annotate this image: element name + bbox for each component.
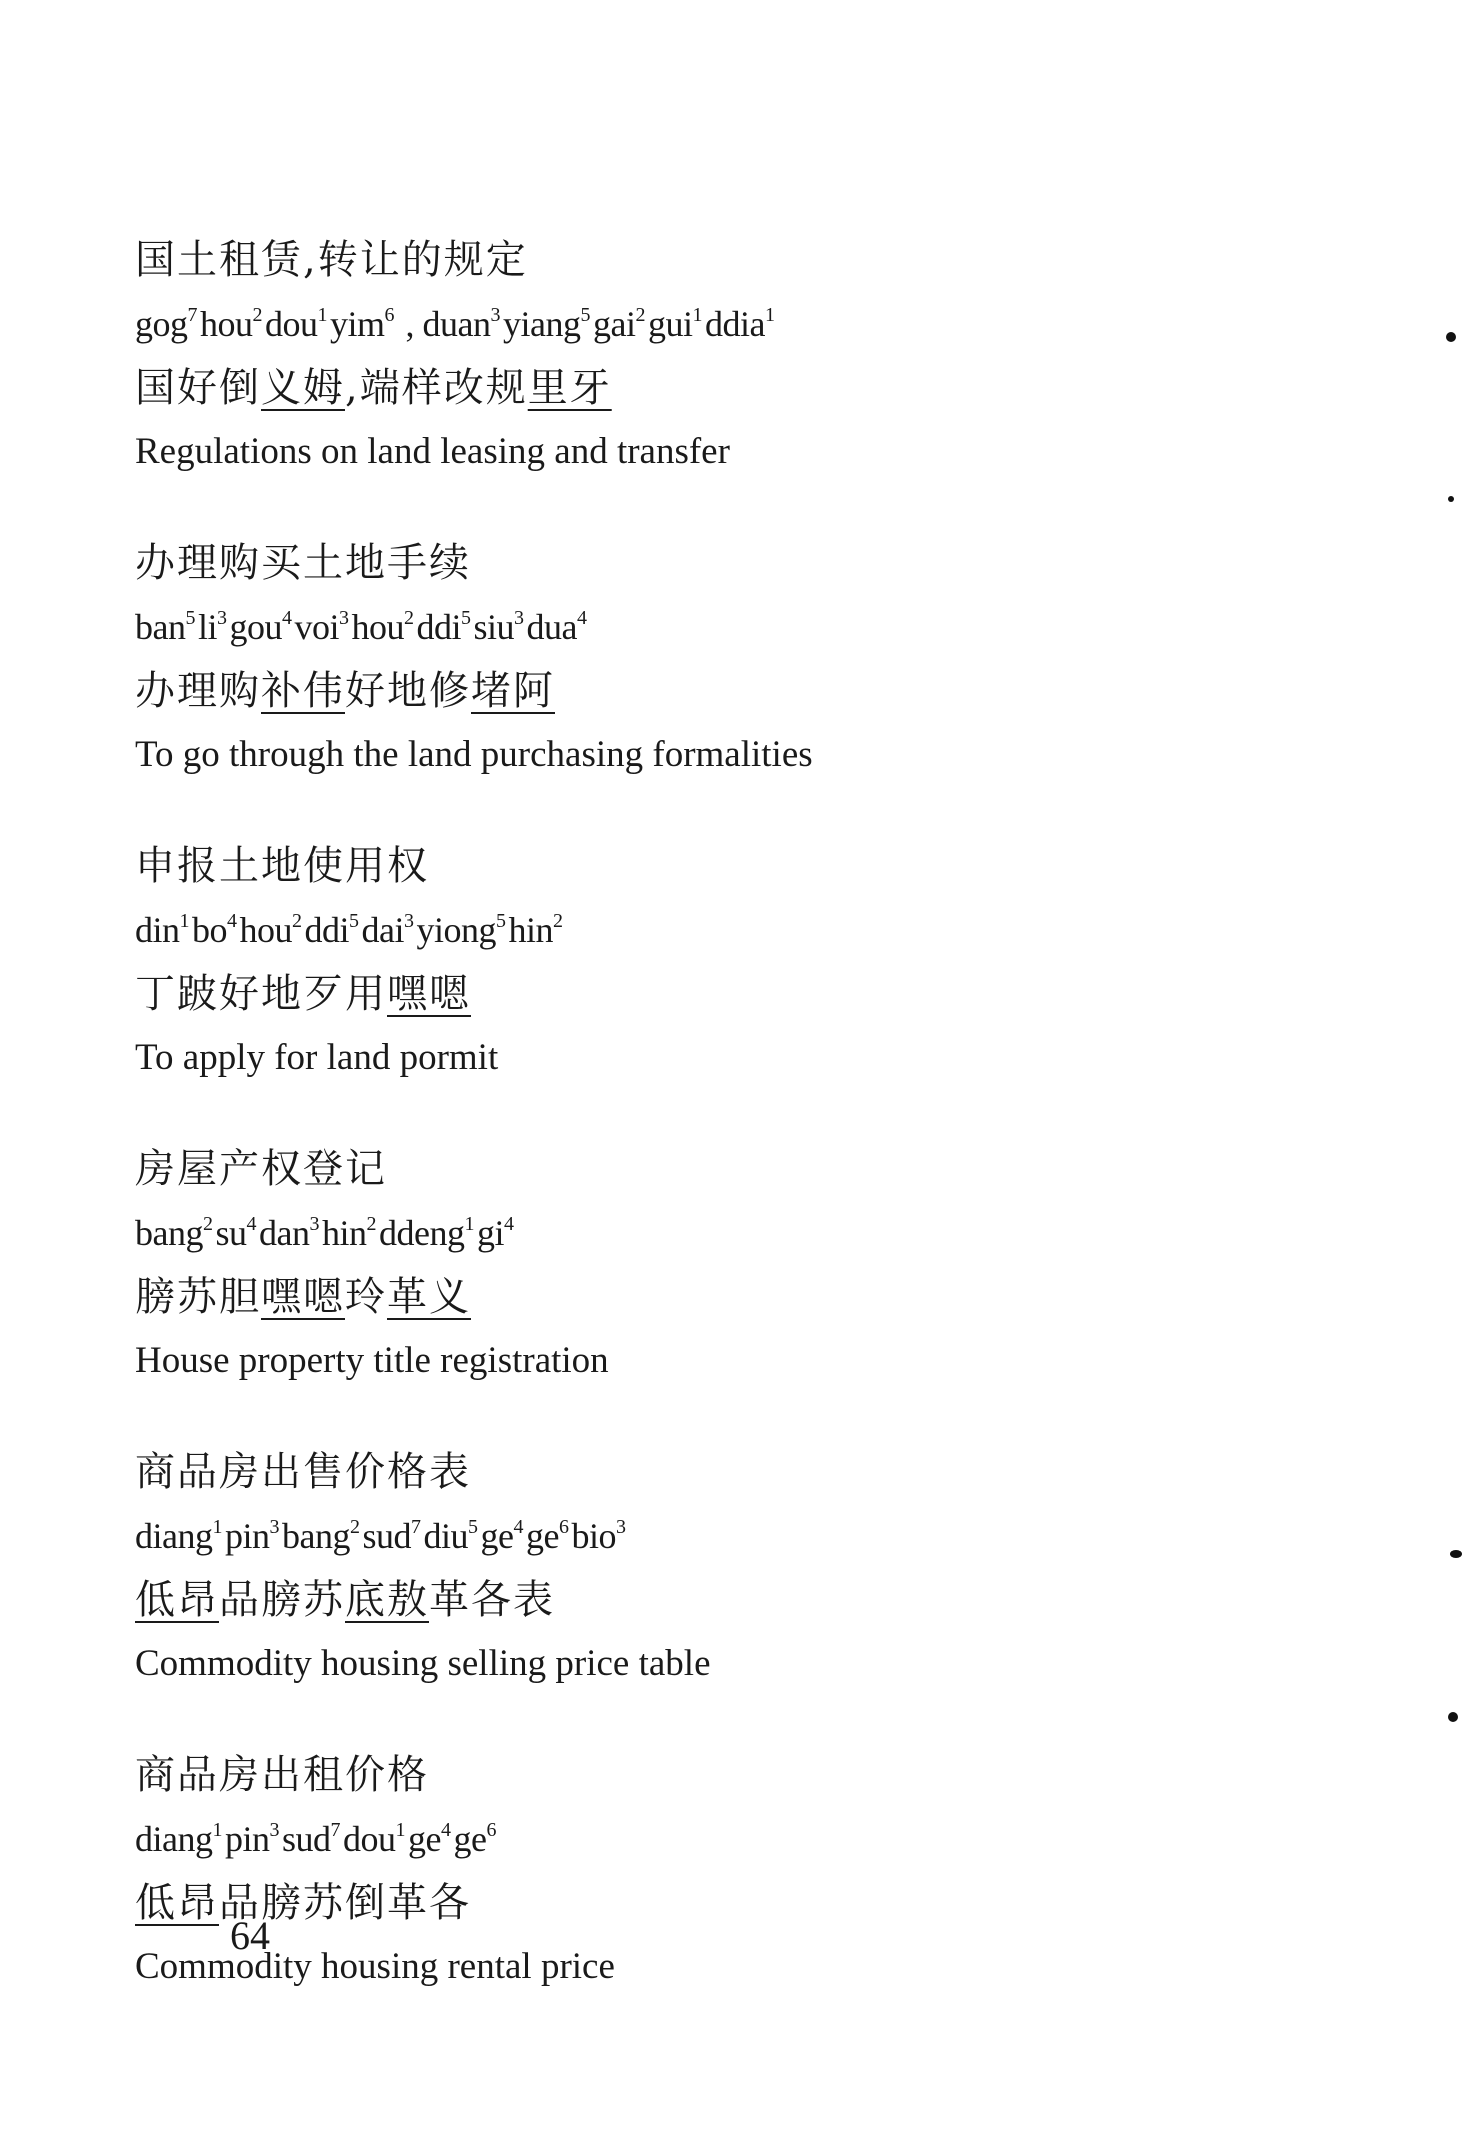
syllable-text: ge <box>453 1819 487 1859</box>
underlined-segment: 义姆 <box>261 365 345 411</box>
phrase-entry <box>135 1137 1335 1393</box>
syllable <box>330 304 397 344</box>
tone-number: 4 <box>441 1819 451 1841</box>
chinese-phrase: 房屋产权登记 <box>135 1146 387 1192</box>
syllable <box>481 1516 526 1556</box>
syllable-text: hin <box>321 1213 367 1253</box>
chinese-phrase: 商品房出售价格表 <box>135 1449 471 1495</box>
syllable-text: gou <box>229 607 282 647</box>
text-segment: 膀苏胆 <box>135 1274 261 1320</box>
syllable <box>527 607 590 647</box>
underlined-segment: 嘿嗯 <box>261 1274 345 1320</box>
tone-number: 3 <box>490 304 500 326</box>
phrase-entry <box>135 834 1335 1090</box>
syllable-text: diang <box>135 1819 213 1859</box>
syllable-text: bang <box>135 1213 203 1253</box>
syllable <box>509 910 566 950</box>
chinese-phrase: 申报土地使用权 <box>135 843 429 889</box>
tone-number: 6 <box>558 1516 569 1538</box>
syllable-text: voi <box>294 607 340 647</box>
syllable <box>225 1819 282 1859</box>
tone-number: 1 <box>179 910 190 932</box>
tone-number: 5 <box>496 910 506 932</box>
underlined-segment: 堵阿 <box>471 668 555 714</box>
tone-number: 2 <box>404 607 414 629</box>
english-translation: To apply for land pormit <box>135 1037 499 1078</box>
tone-number: 4 <box>282 607 292 629</box>
phrase-entry <box>135 228 1335 484</box>
syllable-text: dai <box>361 910 405 950</box>
tone-number: 7 <box>330 1819 341 1841</box>
romanized-pronunciation <box>135 595 1335 659</box>
english-translation: Regulations on land leasing and transfer <box>135 431 730 472</box>
syllable <box>282 1516 362 1556</box>
syllable <box>571 1516 628 1556</box>
tone-number: 1 <box>212 1819 222 1841</box>
tone-number: 7 <box>411 1516 421 1538</box>
page-number: 64 <box>230 1913 270 1958</box>
syllable-text: hin <box>508 910 554 950</box>
syllable-text: ban <box>135 607 186 647</box>
scan-speck <box>1448 1712 1458 1722</box>
syllable-text: ge <box>480 1516 514 1556</box>
tone-number: 2 <box>366 1213 376 1235</box>
tone-number: 3 <box>217 607 227 629</box>
syllable-text: ddeng <box>379 1213 465 1253</box>
tone-number: 1 <box>692 304 702 326</box>
syllable-text: ddia <box>704 304 765 344</box>
tone-number: 7 <box>187 304 197 326</box>
syllable-text: gi <box>476 1213 504 1253</box>
text-segment: 品膀苏倒革各 <box>219 1880 471 1926</box>
tone-number: 5 <box>580 304 590 326</box>
tone-number: 2 <box>202 1213 213 1235</box>
syllable <box>198 607 230 647</box>
english-translation: To go through the land purchasing formalities <box>135 734 813 775</box>
tone-number: 1 <box>317 304 327 326</box>
syllable <box>454 1819 499 1859</box>
text-segment: 好地修 <box>345 668 471 714</box>
syllable-text: yiang <box>503 304 581 344</box>
phrase-list <box>135 228 1335 2046</box>
tone-number: 3 <box>514 607 524 629</box>
syllable-text: , duan <box>397 304 491 344</box>
syllable <box>408 1819 453 1859</box>
syllable-text: sud <box>362 1516 411 1556</box>
tone-number: 6 <box>486 1819 496 1841</box>
underlined-segment: 低昂 <box>135 1880 219 1926</box>
romanized-pronunciation <box>135 1504 1335 1568</box>
romanized-pronunciation <box>135 1201 1335 1265</box>
syllable <box>135 910 192 950</box>
syllable <box>474 607 527 647</box>
syllable-text: hou <box>351 607 405 647</box>
tone-number: 4 <box>227 910 237 932</box>
syllable <box>705 304 777 344</box>
tone-number: 2 <box>292 910 302 932</box>
syllable <box>477 1213 517 1253</box>
tone-number: 2 <box>252 304 262 326</box>
syllable <box>259 1213 322 1253</box>
syllable-text: dou <box>265 304 318 344</box>
syllable-text: bang <box>282 1516 350 1556</box>
homophone-transcription <box>135 962 1335 1026</box>
romanized-pronunciation <box>135 1807 1335 1871</box>
chinese-phrase: 国土租赁,转让的规定 <box>135 237 528 283</box>
syllable <box>200 304 265 344</box>
tone-number: 2 <box>635 304 645 326</box>
english-translation: House property title registration <box>135 1340 609 1381</box>
underlined-segment: 补伟 <box>261 668 345 714</box>
syllable <box>397 304 503 344</box>
underlined-segment: 低昂 <box>135 1577 219 1623</box>
scan-speck <box>1446 332 1456 342</box>
tone-number: 1 <box>212 1516 222 1538</box>
phrase-entry <box>135 1440 1335 1696</box>
text-segment: 丁跛好地歹用 <box>135 971 387 1017</box>
syllable <box>265 304 330 344</box>
tone-number: 5 <box>349 910 359 932</box>
chinese-phrase: 办理购买土地手续 <box>135 540 471 586</box>
chinese-phrase: 商品房出租价格 <box>135 1752 429 1798</box>
syllable <box>215 1213 259 1253</box>
syllable-text: din <box>135 910 180 950</box>
tone-number: 1 <box>395 1819 406 1841</box>
syllable-text: pin <box>224 1516 270 1556</box>
syllable-text: pin <box>224 1819 270 1859</box>
syllable-text: yim <box>330 304 385 344</box>
tone-number: 4 <box>246 1213 256 1235</box>
syllable-text: yiong <box>416 910 497 950</box>
tone-number: 5 <box>468 1516 478 1538</box>
syllable <box>135 1819 225 1859</box>
tone-number: 4 <box>513 1516 523 1538</box>
syllable-text: dua <box>526 607 578 647</box>
tone-number: 3 <box>616 1516 626 1538</box>
tone-number: 1 <box>764 304 775 326</box>
syllable-text: sud <box>282 1819 331 1859</box>
tone-number: 6 <box>384 304 395 326</box>
homophone-transcription <box>135 356 1335 420</box>
syllable-text: ddi <box>416 607 462 647</box>
syllable-text: bo <box>192 910 228 950</box>
syllable <box>295 607 352 647</box>
syllable <box>135 304 200 344</box>
tone-number: 2 <box>349 1516 360 1538</box>
text-segment: 品膀苏 <box>219 1577 345 1623</box>
syllable <box>362 910 417 950</box>
tone-number: 3 <box>404 910 414 932</box>
syllable <box>417 910 509 950</box>
tone-number: 4 <box>577 607 587 629</box>
syllable <box>362 1516 423 1556</box>
syllable-text: gog <box>135 304 188 344</box>
romanized-pronunciation <box>135 292 1335 356</box>
underlined-segment: 革义 <box>387 1274 471 1320</box>
tone-number: 1 <box>464 1213 474 1235</box>
text-segment: 办理购 <box>135 668 261 714</box>
syllable <box>305 910 362 950</box>
syllable <box>225 1516 282 1556</box>
syllable <box>230 607 295 647</box>
phrase-entry <box>135 1743 1335 1999</box>
syllable <box>282 1819 343 1859</box>
scan-speck <box>1450 1550 1462 1558</box>
homophone-transcription <box>135 1871 1335 1935</box>
tone-number: 4 <box>504 1213 514 1235</box>
syllable-text: dou <box>343 1819 396 1859</box>
underlined-segment: 底敖 <box>345 1577 429 1623</box>
syllable <box>135 1516 225 1556</box>
underlined-segment: 嘿嗯 <box>387 971 471 1017</box>
syllable <box>379 1213 477 1253</box>
tone-number: 5 <box>185 607 195 629</box>
syllable <box>240 910 305 950</box>
syllable <box>352 607 417 647</box>
syllable-text: hou <box>200 304 253 344</box>
tone-number: 5 <box>461 607 471 629</box>
syllable-text: gai <box>592 304 636 344</box>
english-translation: Commodity housing selling price table <box>135 1643 711 1684</box>
scan-speck <box>1448 496 1454 502</box>
syllable <box>526 1516 571 1556</box>
syllable-text: ddi <box>304 910 350 950</box>
homophone-transcription <box>135 1568 1335 1632</box>
syllable <box>135 1213 215 1253</box>
syllable <box>424 1516 481 1556</box>
underlined-segment: 里牙 <box>527 365 612 411</box>
text-segment: 国好倒 <box>135 365 261 411</box>
syllable-text: ge <box>408 1819 441 1859</box>
romanized-pronunciation <box>135 898 1335 962</box>
syllable <box>417 607 474 647</box>
syllable <box>135 607 198 647</box>
syllable-text: gui <box>647 304 693 344</box>
syllable-text: diu <box>423 1516 469 1556</box>
syllable-text: li <box>197 607 217 647</box>
text-segment: 玲 <box>345 1274 387 1320</box>
syllable <box>192 910 240 950</box>
tone-number: 3 <box>269 1516 279 1538</box>
syllable <box>343 1819 408 1859</box>
text-segment: ,端样改规 <box>345 365 528 411</box>
syllable-text: dan <box>259 1213 310 1253</box>
syllable <box>322 1213 379 1253</box>
syllable <box>593 304 648 344</box>
homophone-transcription <box>135 1265 1335 1329</box>
tone-number: 3 <box>269 1819 279 1841</box>
english-translation: Commodity housing rental price <box>135 1946 615 1987</box>
phrase-entry <box>135 531 1335 787</box>
tone-number: 3 <box>309 1213 319 1235</box>
syllable-text: bio <box>571 1516 616 1556</box>
syllable-text: ge <box>526 1516 559 1556</box>
syllable-text: su <box>215 1213 247 1253</box>
homophone-transcription <box>135 659 1335 723</box>
tone-number: 2 <box>553 910 563 932</box>
text-segment: 革各表 <box>429 1577 555 1623</box>
syllable-text: hou <box>239 910 293 950</box>
syllable-text: siu <box>473 607 515 647</box>
syllable <box>648 304 705 344</box>
tone-number: 3 <box>339 607 349 629</box>
syllable-text: diang <box>135 1516 213 1556</box>
syllable <box>503 304 593 344</box>
